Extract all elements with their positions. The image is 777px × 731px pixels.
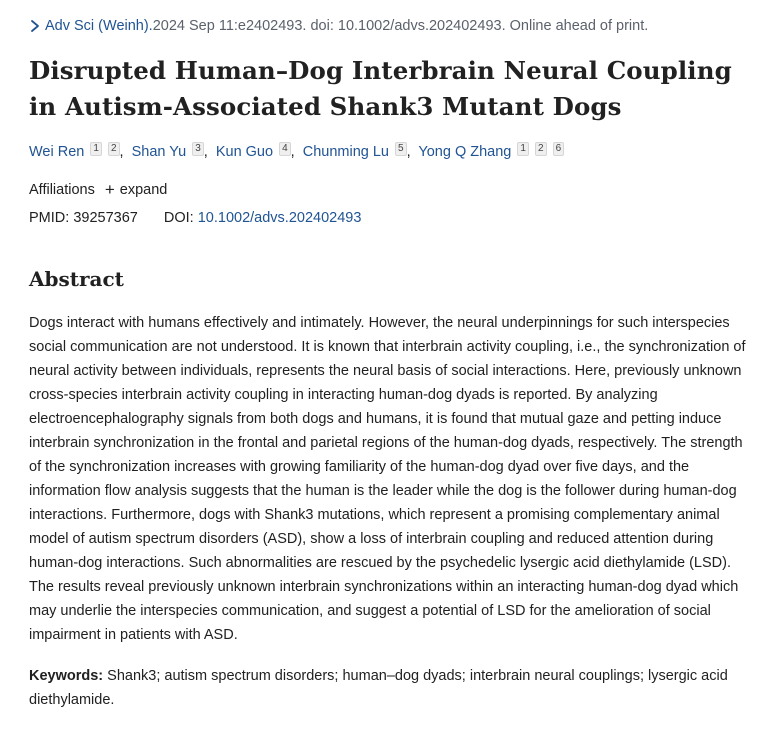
- article-title: Disrupted Human–Dog Interbrain Neural Coupling in Autism-Associated Shank3 Mutant Dogs: [29, 56, 732, 121]
- chevron-right-icon[interactable]: [29, 19, 41, 33]
- author-link[interactable]: Kun Guo: [215, 144, 274, 160]
- doi-link[interactable]: 10.1002/advs.202402493: [197, 210, 362, 226]
- affiliations-expand-button[interactable]: [105, 180, 168, 200]
- keywords-label: Keywords:: [29, 668, 104, 684]
- expand-label: expand: [119, 182, 168, 198]
- affiliation-number[interactable]: 1: [517, 142, 529, 156]
- pmid-label: PMID:: [29, 210, 70, 226]
- affiliation-number[interactable]: 2: [108, 142, 120, 156]
- authors-list: Wei Ren 1 2 , Shan Yu 3 , Kun Guo 4 , Chunming Lu 5 , Yong Q Zhang 1 2 6: [29, 142, 747, 162]
- citation-line: [29, 15, 747, 37]
- journal-link[interactable]: Adv Sci (Weinh).: [45, 18, 153, 34]
- abstract-text: Dogs interact with humans effectively and intimately. However, the neural underpinnings for such interspecies social communication are not understood. It is known that interbrain activity coupling, i.e., the synchronization of neural activity between individuals, represents the neural basis of social interactions. Here, previously unknown cross-species interbrain activity coupling in interacting human-dog dyads is reported. By analyzing electroencephalography signals from both dogs and humans, it is found that mutual gaze and petting induce interbrain synchronization in the frontal and parietal regions of the human-dog dyads, respectively. The strength of the synchronization increases with growing familiarity of the human-dog dyad over five days, and the information flow analysis suggests that the human is the leader while the dog is the follower during human-dog interactions. Furthermore, dogs with Shank3 mutations, which represent a promising complementary animal model of autism spectrum disorders (ASD), show a loss of interbrain coupling and reduced attention during human-dog interactions. Such abnormalities are rescued by the psychedelic lysergic acid diethylamide (LSD). The results reveal previously unknown interbrain synchronizations within an interacting human-dog dyad which may underlie the interspecies communication, and suggest a potential of LSD for the amelioration of social impairment in patients with ASD.: [29, 315, 746, 643]
- author-link[interactable]: Yong Q Zhang: [418, 144, 512, 160]
- affiliations-row: [29, 180, 747, 200]
- identifiers-row: [29, 208, 747, 228]
- keywords: [29, 664, 747, 712]
- affiliation-number[interactable]: 4: [279, 142, 291, 156]
- affiliation-number[interactable]: 6: [553, 142, 565, 156]
- keywords-text: Shank3; autism spectrum disorders; human–dog dyads; interbrain neural couplings; lysergic acid diethylamide.: [29, 668, 728, 708]
- citation-details: 2024 Sep 11:e2402493. doi: 10.1002/advs.202402493. Online ahead of print.: [152, 18, 649, 34]
- author-link[interactable]: Chunming Lu: [302, 144, 389, 160]
- plus-icon: +: [104, 180, 115, 199]
- affiliation-number[interactable]: 3: [192, 142, 204, 156]
- affiliation-number[interactable]: 1: [90, 142, 102, 156]
- author-link[interactable]: Shan Yu: [131, 144, 187, 160]
- affiliation-number[interactable]: 5: [395, 142, 407, 156]
- affiliations-label: Affiliations: [29, 182, 95, 198]
- abstract-heading: Abstract: [29, 267, 124, 291]
- author-link[interactable]: Wei Ren: [29, 144, 85, 160]
- affiliation-number[interactable]: 2: [535, 142, 547, 156]
- pmid-value: 39257367: [73, 210, 138, 226]
- doi-label: DOI:: [163, 210, 194, 226]
